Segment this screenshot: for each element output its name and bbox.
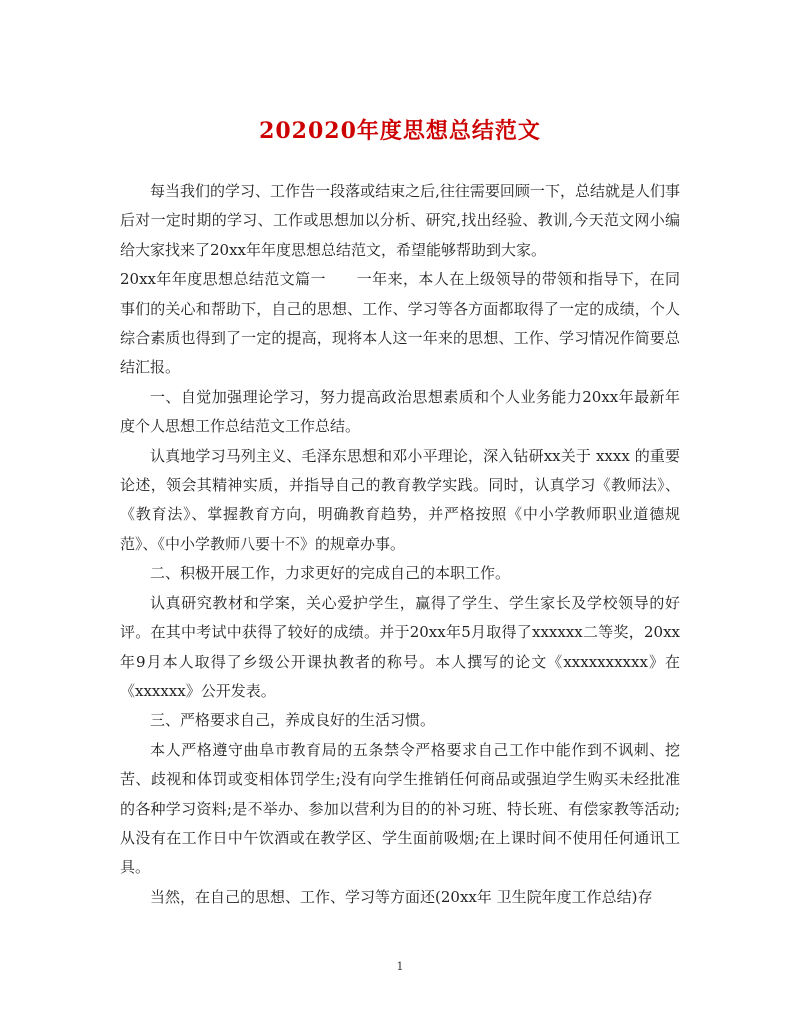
page-number: 1 [396,960,404,973]
paragraph-work: 认真研究教材和学案，关心爱护学生，赢得了学生、学生家长及学校领导的好评。在其中考试中获得了较好的成绩。并于20xx年5月取得了xxxxxx二等奖，20xx年9月本人取得了乡级公开课执教者的称号。本人撰写的论文《xxxxxxxxxx》在《xxxxxx》公开发表。 [120,593,680,700]
section-heading-habits: 三、严格要求自己，养成良好的生活习惯。 [150,711,436,730]
paragraph-article-one-opening: 20xx年年度思想总结范文篇一 一年来，本人在上级领导的带领和指导下，在同事们的关心和帮助下，自己的思想、工作、学习等各方面都取得了一定的成绩，个人综合素质也得到了一定的提高，现将本人这一年来的思想、工作、学习情况作简要总结汇报。 [120,270,680,377]
document-body [120,177,680,912]
paragraph-habits: 本人严格遵守曲阜市教育局的五条禁令严格要求自己工作中能作到不讽刺、挖苦、歧视和体罚或变相体罚学生;没有向学生推销任何商品或强迫学生购买未经批准的各种学习资料;是不举办、参加以营利为目的的补习班、特长班、有偿家教等活动;从没有在工作日中午饮酒或在教学区、学生面前吸烟;在上课时间不使用任何通讯工具。 [120,740,680,877]
paragraph-theory-study: 认真地学习马列主义、毛泽东思想和邓小平理论，深入钻研xx关于 xxxx 的重要论述，领会其精神实质，并指导自己的教育教学实践。同时，认真学习《教师法》、《教育法》、掌握教育方向，明确教育趋势，并严格按照《中小学教师职业道德规范》、《中小学教师八要十不》的规章办事。 [120,446,680,553]
paragraph-continuation: 当然，在自己的思想、工作、学习等方面还(20xx年 卫生院年度工作总结)存 [150,887,653,906]
section-heading-theory-study: 一、自觉加强理论学习，努力提高政治思想素质和个人业务能力20xx年最新年度个人思想工作总结范文工作总结。 [120,387,680,436]
page-title: 202020年度思想总结范文 [259,118,541,144]
section-heading-work: 二、积极开展工作，力求更好的完成自己的本职工作。 [150,564,511,583]
paragraph-intro: 每当我们的学习、工作告一段落或结束之后,往往需要回顾一下，总结就是人们事后对一定时期的学习、工作或思想加以分析、研究,找出经验、教训,今天范文网小编给大家找来了20xx年年度思想总结范文，希望能够帮助到大家。 [120,182,680,259]
